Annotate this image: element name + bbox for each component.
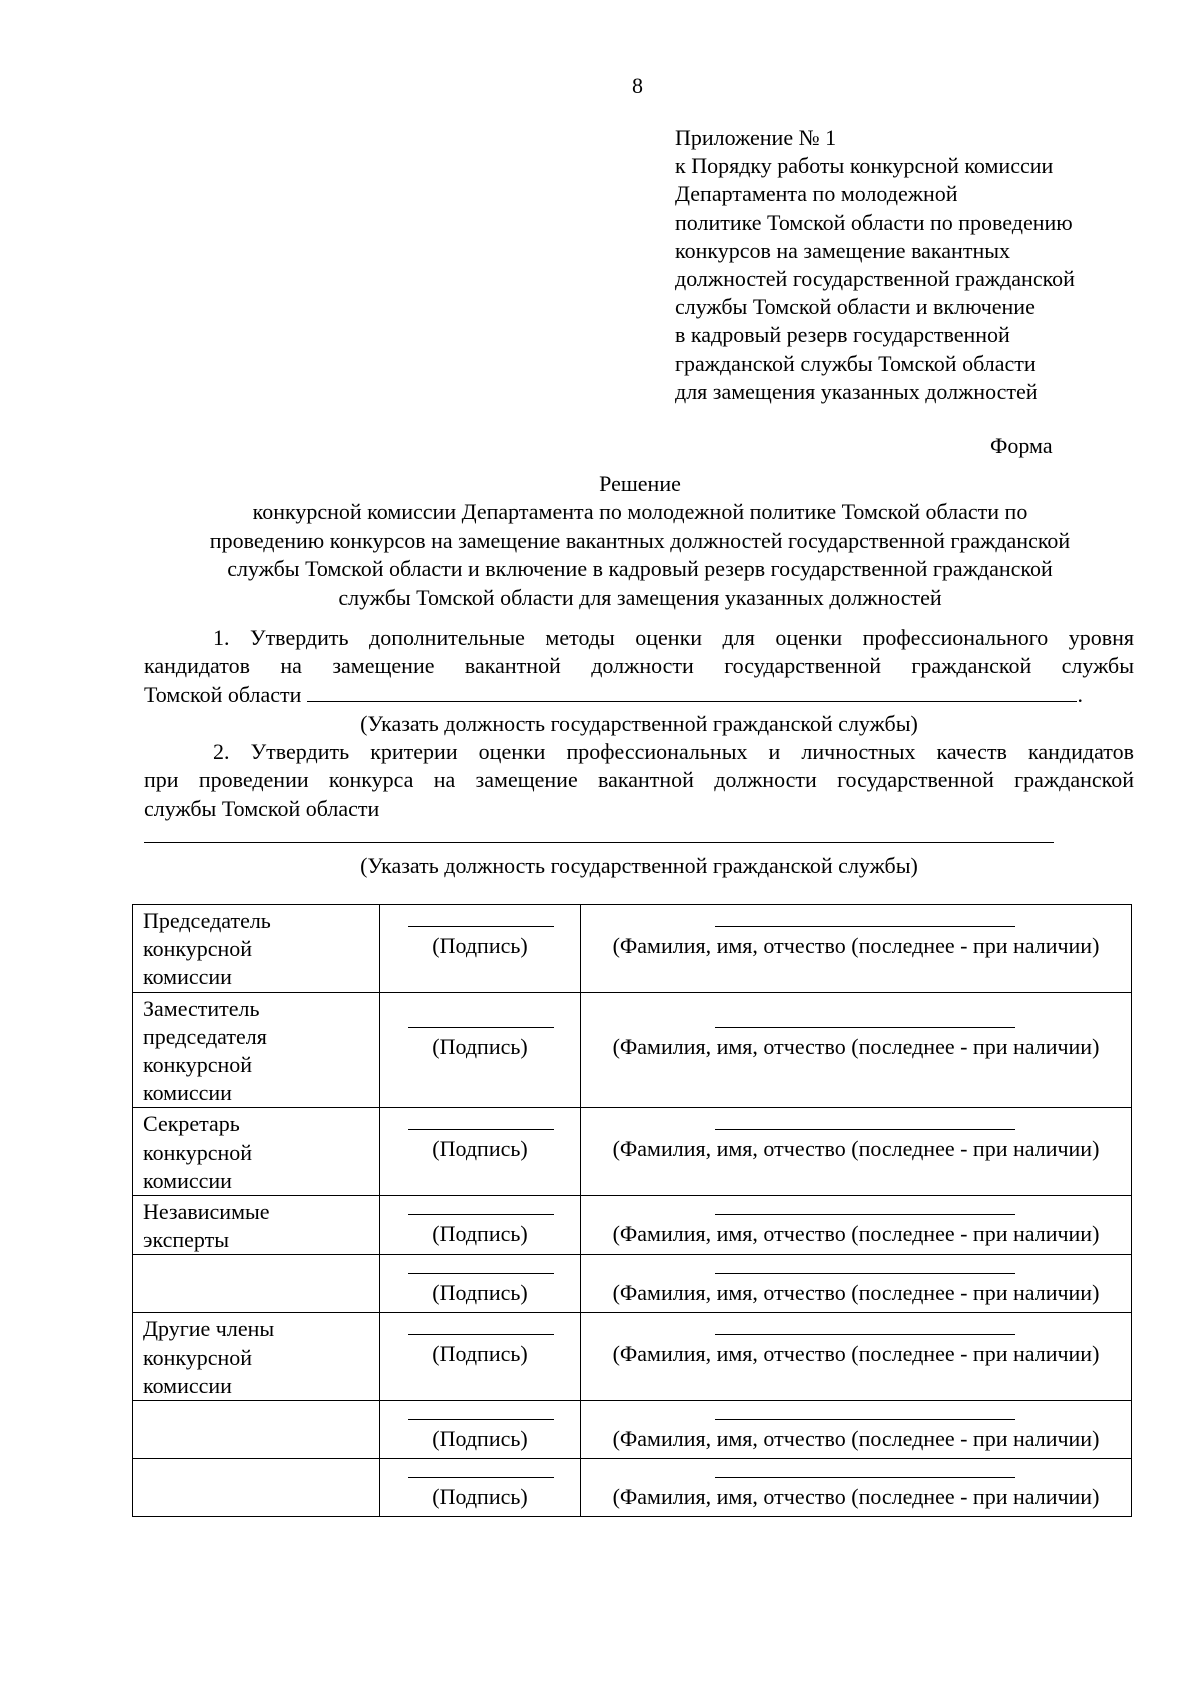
full-name-blank-line bbox=[715, 1419, 1015, 1420]
appendix-line: для замещения указанных должностей bbox=[675, 378, 1038, 404]
decision-subtitle-line: конкурсной комиссии Департамента по молодежной политике Томской области по bbox=[252, 499, 1028, 525]
full-name-cell bbox=[581, 905, 1132, 993]
role-line: Заместитель bbox=[143, 995, 260, 1021]
appendix-line: должностей государственной гражданской bbox=[675, 266, 1075, 292]
table-row bbox=[133, 1401, 1132, 1459]
role-cell bbox=[133, 1401, 380, 1459]
position-blank-line bbox=[144, 842, 1054, 843]
table-row bbox=[133, 1196, 1132, 1255]
role-line: Председатель bbox=[143, 908, 271, 933]
signature-label: (Подпись) bbox=[432, 932, 528, 958]
full-name-cell bbox=[581, 1313, 1132, 1401]
full-name-blank-line bbox=[715, 1334, 1015, 1335]
signature-label: (Подпись) bbox=[432, 1340, 528, 1366]
role-line: Секретарь bbox=[143, 1111, 240, 1137]
decision-subtitle-line: службы Томской области для замещения указанных должностей bbox=[338, 584, 942, 610]
role-line: конкурсной bbox=[143, 936, 253, 962]
full-name-cell bbox=[581, 1401, 1132, 1459]
appendix-line: гражданской службы Томской области bbox=[675, 350, 1036, 376]
item-2-caption: (Указать должность государственной гражданской службы) bbox=[360, 853, 918, 878]
signature-cell bbox=[380, 1459, 581, 1517]
table-row bbox=[133, 1459, 1132, 1517]
table-row bbox=[133, 992, 1132, 1108]
form-label: Форма bbox=[990, 433, 1053, 458]
role-cell bbox=[133, 905, 380, 993]
role-cell bbox=[133, 1255, 380, 1313]
full-name-cell bbox=[581, 1196, 1132, 1255]
appendix-line: конкурсов на замещение вакантных bbox=[675, 237, 1010, 263]
full-name-cell bbox=[581, 1459, 1132, 1517]
signature-label: (Подпись) bbox=[432, 1034, 528, 1060]
table-row bbox=[133, 1108, 1132, 1196]
item-1 bbox=[144, 624, 1134, 709]
signature-cell bbox=[380, 1108, 581, 1196]
table-row bbox=[133, 905, 1132, 993]
item-2-line: службы Томской области bbox=[144, 795, 380, 821]
role-cell bbox=[133, 1459, 380, 1517]
role-line: Независимые bbox=[143, 1199, 270, 1225]
item-1-line: кандидатов на замещение вакантной должности государственной гражданской службы bbox=[144, 653, 1134, 679]
full-name-blank-line bbox=[715, 926, 1015, 927]
table-row bbox=[133, 1255, 1132, 1313]
full-name-label: (Фамилия, имя, отчество (последнее - при наличии) bbox=[612, 1426, 1100, 1452]
signature-blank-line bbox=[408, 1214, 554, 1215]
signature-blank-line bbox=[408, 1273, 554, 1274]
signature-cell bbox=[380, 1255, 581, 1313]
full-name-cell bbox=[581, 992, 1132, 1108]
full-name-label: (Фамилия, имя, отчество (последнее - при наличии) bbox=[612, 1034, 1100, 1060]
role-cell bbox=[133, 1196, 380, 1255]
item-1-line-with-blank bbox=[144, 681, 1134, 709]
appendix-line: к Порядку работы конкурсной комиссии bbox=[675, 153, 1054, 179]
full-name-cell bbox=[581, 1108, 1132, 1196]
appendix-line: политике Томской области по проведению bbox=[675, 209, 1073, 235]
item-2-line: 2. Утвердить критерии оценки профессиональных и личностных качеств кандидатов bbox=[213, 739, 1134, 764]
appendix-line: службы Томской области и включение bbox=[675, 294, 1035, 320]
decision-heading: Решение bbox=[599, 471, 681, 496]
full-name-label: (Фамилия, имя, отчество (последнее - при наличии) bbox=[612, 1340, 1100, 1366]
signature-blank-line bbox=[408, 1129, 554, 1130]
signature-cell bbox=[380, 905, 581, 993]
decision-title bbox=[130, 470, 1150, 612]
signature-label: (Подпись) bbox=[432, 1280, 528, 1306]
role-cell bbox=[133, 992, 380, 1108]
signature-label: (Подпись) bbox=[432, 1426, 528, 1452]
full-name-label: (Фамилия, имя, отчество (последнее - при наличии) bbox=[612, 932, 1100, 958]
signature-label: (Подпись) bbox=[432, 1484, 528, 1510]
role-line: комиссии bbox=[143, 1080, 232, 1106]
signature-blank-line bbox=[408, 926, 554, 927]
role-line: комиссии bbox=[143, 1372, 232, 1398]
signature-cell bbox=[380, 1196, 581, 1255]
full-name-cell bbox=[581, 1255, 1132, 1313]
full-name-blank-line bbox=[715, 1273, 1015, 1274]
signature-blank-line bbox=[408, 1419, 554, 1420]
decision-subtitle-line: проведению конкурсов на замещение вакантных должностей государственной гражданской bbox=[209, 527, 1071, 553]
item-2 bbox=[144, 738, 1134, 823]
item-1-end-mark: . bbox=[1077, 681, 1083, 707]
full-name-blank-line bbox=[715, 1129, 1015, 1130]
decision-subtitle-line: службы Томской области и включение в кадровый резерв государственной гражданской bbox=[227, 556, 1053, 582]
appendix-line: Департамента по молодежной bbox=[675, 181, 958, 207]
appendix-header bbox=[675, 124, 1145, 406]
signature-blank-line bbox=[408, 1027, 554, 1028]
role-line: Другие члены bbox=[143, 1316, 275, 1342]
signature-label: (Подпись) bbox=[432, 1135, 528, 1161]
role-cell bbox=[133, 1313, 380, 1401]
role-line: председателя bbox=[143, 1023, 267, 1049]
role-line: эксперты bbox=[143, 1227, 229, 1253]
full-name-label: (Фамилия, имя, отчество (последнее - при наличии) bbox=[612, 1280, 1100, 1306]
signature-table bbox=[132, 904, 1132, 1517]
role-line: комиссии bbox=[143, 964, 232, 990]
signature-cell bbox=[380, 1313, 581, 1401]
item-1-line: 1. Утвердить дополнительные методы оценки для оценки профессионального уровня bbox=[213, 625, 1134, 650]
role-line: конкурсной bbox=[143, 1139, 253, 1165]
appendix-line: Приложение № 1 bbox=[675, 125, 837, 150]
signature-blank-line bbox=[408, 1477, 554, 1478]
signature-cell bbox=[380, 1401, 581, 1459]
full-name-blank-line bbox=[715, 1027, 1015, 1028]
item-1-line: Томской области bbox=[144, 681, 302, 707]
page-number: 8 bbox=[632, 73, 643, 98]
role-line: комиссии bbox=[143, 1167, 232, 1193]
item-2-line: при проведении конкурса на замещение вакантной должности государственной гражданской bbox=[144, 767, 1134, 793]
role-line: конкурсной bbox=[143, 1344, 253, 1370]
position-blank-line bbox=[307, 681, 1077, 702]
role-line: конкурсной bbox=[143, 1052, 253, 1078]
item-1-caption: (Указать должность государственной гражданской службы) bbox=[360, 711, 918, 736]
full-name-label: (Фамилия, имя, отчество (последнее - при наличии) bbox=[612, 1484, 1100, 1510]
signature-label: (Подпись) bbox=[432, 1221, 528, 1247]
full-name-label: (Фамилия, имя, отчество (последнее - при наличии) bbox=[612, 1221, 1100, 1247]
full-name-blank-line bbox=[715, 1477, 1015, 1478]
role-cell bbox=[133, 1108, 380, 1196]
signature-cell bbox=[380, 992, 581, 1108]
appendix-line: в кадровый резерв государственной bbox=[675, 322, 1010, 348]
full-name-label: (Фамилия, имя, отчество (последнее - при наличии) bbox=[612, 1135, 1100, 1161]
full-name-blank-line bbox=[715, 1214, 1015, 1215]
signature-blank-line bbox=[408, 1334, 554, 1335]
table-row bbox=[133, 1313, 1132, 1401]
